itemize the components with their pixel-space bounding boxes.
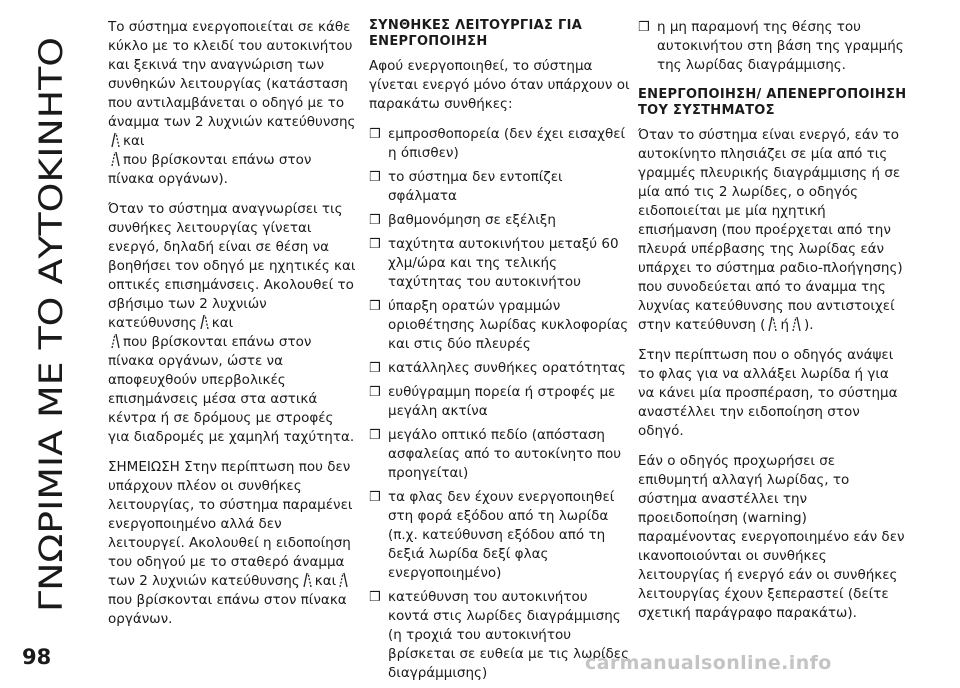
page-number: 98 bbox=[22, 645, 52, 669]
conditions-list-continued bbox=[638, 18, 908, 75]
list-item: ❒ ευθύγραμμη πορεία ή στροφές με μεγάλη ακτίνα bbox=[369, 384, 616, 419]
checkbox-bullet-icon: ❒ bbox=[369, 490, 381, 505]
section-title bbox=[18, 14, 78, 624]
checkbox-bullet-icon: ❒ bbox=[369, 237, 381, 252]
list-item: ❒ εμπροσθοπορεία (δεν έχει εισαχθεί η όπισθεν) bbox=[369, 126, 626, 161]
list-item: ❒ μεγάλο οπτικό πεδίο (απόσταση ασφαλείας από το αυτοκίνητο που προηγείται) bbox=[369, 427, 622, 481]
right-lane-lamp-icon bbox=[109, 151, 122, 167]
right-lane-lamp-icon bbox=[337, 572, 350, 588]
list-item: ❒ κατεύθυνση του αυτοκινήτου κοντά στις λωρίδες διαγράμμισης (η τροχιά του αυτοκινήτου βρίσκεται σε ευθεία με τις λωρίδες διαγράμμισης) bbox=[369, 589, 630, 681]
checkbox-bullet-icon: ❒ bbox=[369, 170, 381, 185]
checkbox-bullet-icon: ❒ bbox=[369, 127, 381, 142]
checkbox-bullet-icon: ❒ bbox=[369, 590, 381, 605]
list-item: ❒ η μη παραμονή της θέσης του αυτοκινήτου στη βάση της γραμμής της λωρίδας διαγράμμισης. bbox=[638, 19, 904, 73]
list-item: ❒ ύπαρξη ορατών γραμμών οριοθέτησης λωρίδας κυκλοφορίας και στις δύο πλευρές bbox=[369, 298, 629, 352]
paragraph-system-recognition: Όταν το σύστημα αναγνωρίσει τις συνθήκες λειτουργίας γίνεται ενεργό, δηλαδή είναι σε θέση να βοηθήσει τον οδηγό με ηχητικές και οπτικές επισημάνσεις. Ακολουθεί το σβήσιμο των 2 λυχνιών κατεύθυνσης και που βρίσκονται επάνω στον πίνακα οργάνων, ώστε να αποφευχθούν υπερβολικές επισημάνσεις μέσα στα αστικά κέντρα ή σε δρόμους με στροφές για διαδρομές με χαμηλή ταχύτητα. bbox=[108, 201, 356, 445]
right-lane-lamp-icon bbox=[790, 316, 803, 332]
heading-activation-deactivation: ΕΝΕΡΓΟΠΟΙΗΣΗ/ ΑΠΕΝΕΡΓΟΠΟΙΗΣΗ ΤΟΥ ΣΥΣΤΗΜΑΤΟΣ bbox=[638, 87, 907, 118]
watermark: carmanualsonline.info bbox=[585, 652, 832, 674]
column-2 bbox=[369, 18, 631, 688]
paragraph-system-warning: Όταν το σύστημα είναι ενεργό, εάν το αυτοκίνητο πλησιάζει σε μία από τις γραμμές πλευρικής διαγράμμισης ή σε μία από τις 2 λωρίδες, ο οδηγός ειδοποιείται με μία ηχητική επισήμανση (που προέρχεται από την πλευρά υπέρβασης της λωρίδας εάν υπάρχει το σύστημα ραδιο-πλοήγησης) που συνοδεύεται από το άναμμα της λυχνίας κατεύθυνσης που αντιστοιχεί στην κατεύθυνση ( ή ). bbox=[638, 127, 903, 333]
checkbox-bullet-icon: ❒ bbox=[638, 20, 650, 35]
paragraph-turn-signal: Στην περίπτωση που ο οδηγός ανάψει το φλας για να αλλάξει λωρίδα ή για να κάνει μία προσπέραση, το σύστημα αναστέλλει την ειδοποίηση στον οδηγό. bbox=[638, 347, 898, 439]
left-lane-lamp-icon bbox=[109, 132, 122, 148]
list-item: ❒ τα φλας δεν έχουν ενεργοποιηθεί στη φορά εξόδου από τη λωρίδα (π.χ. κατεύθυνση εξόδου από τη δεξιά λωρίδα δεξί φλας ενεργοποιημένο) bbox=[369, 489, 615, 581]
paragraph-note: ΣΗΜΕΙΩΣΗ Στην περίπτωση που δεν υπάρχουν πλέον οι συνθήκες λειτουργίας, το σύστημα παραμένει ενεργοποιημένο αλλά δεν λειτουργεί. Ακολουθεί η ειδοποίηση του οδηγού με το σταθερό άναμμα των 2 λυχνιών κατεύθυνσης καιπου βρίσκονται επάνω στον πίνακα οργάνων. bbox=[108, 459, 353, 627]
checkbox-bullet-icon: ❒ bbox=[369, 361, 381, 376]
checkbox-bullet-icon: ❒ bbox=[369, 385, 381, 400]
left-lane-lamp-icon bbox=[198, 314, 211, 330]
left-lane-lamp-icon bbox=[766, 316, 779, 332]
list-item: ❒ το σύστημα δεν εντοπίζει σφάλματα bbox=[369, 169, 563, 204]
heading-operating-conditions: ΣΥΝΘΗΚΕΣ ΛΕΙΤΟΥΡΓΙΑΣ ΓΙΑ ΕΝΕΡΓΟΠΟΙΗΣΗ bbox=[369, 18, 583, 49]
column-1 bbox=[108, 18, 358, 640]
section-title-text: ΓΝΩΡΙΜΙΑ ΜΕ ΤΟ ΑΥΤΟΚΙΝΗΤΟ bbox=[32, 125, 70, 612]
list-item: ❒ βαθμονόμηση σε εξέλιξη bbox=[369, 212, 556, 228]
checkbox-bullet-icon: ❒ bbox=[369, 299, 381, 314]
list-item: ❒ ταχύτητα αυτοκινήτου μεταξύ 60 χλμ/ώρα και της τελικής ταχύτητας του αυτοκινήτου bbox=[369, 236, 619, 290]
conditions-list bbox=[369, 125, 631, 683]
paragraph-conditions-intro: Αφού ενεργοποιηθεί, το σύστημα γίνεται ενεργό μόνο όταν υπάρχουν οι παρακάτω συνθήκες: bbox=[369, 58, 630, 112]
list-item: ❒ κατάλληλες συνθήκες ορατότητας bbox=[369, 360, 626, 376]
right-lane-lamp-icon bbox=[109, 333, 122, 349]
left-lane-lamp-icon bbox=[301, 572, 314, 588]
checkbox-bullet-icon: ❒ bbox=[369, 213, 381, 228]
paragraph-system-activation: Το σύστημα ενεργοποιείται σε κάθε κύκλο με το κλειδί του αυτοκινήτου και ξεκινά την αναγνώριση των συνθηκών λειτουργίας (κατάσταση που αντιλαμβάνεται ο οδηγό με το άναμμα των 2 λυχνιών κατεύθυνσηςκαι που βρίσκονται επάνω στον πίνακα οργάνων). bbox=[108, 19, 356, 187]
paragraph-lane-change: Εάν ο οδηγός προχωρήσει σε επιθυμητή αλλαγή λωρίδας, το σύστημα αναστέλλει την προειδοποίηση (warning) παραμένοντας ενεργοποιημένο εάν δεν ικανοποιούνται οι συνθήκες λειτουργίας ή ενεργό εάν οι συνθήκες λειτουργίας έχουν ξεπεραστεί (δείτε σχετική παράγραφο παρακάτω). bbox=[638, 453, 905, 621]
column-3 bbox=[638, 18, 908, 634]
checkbox-bullet-icon: ❒ bbox=[369, 428, 381, 443]
